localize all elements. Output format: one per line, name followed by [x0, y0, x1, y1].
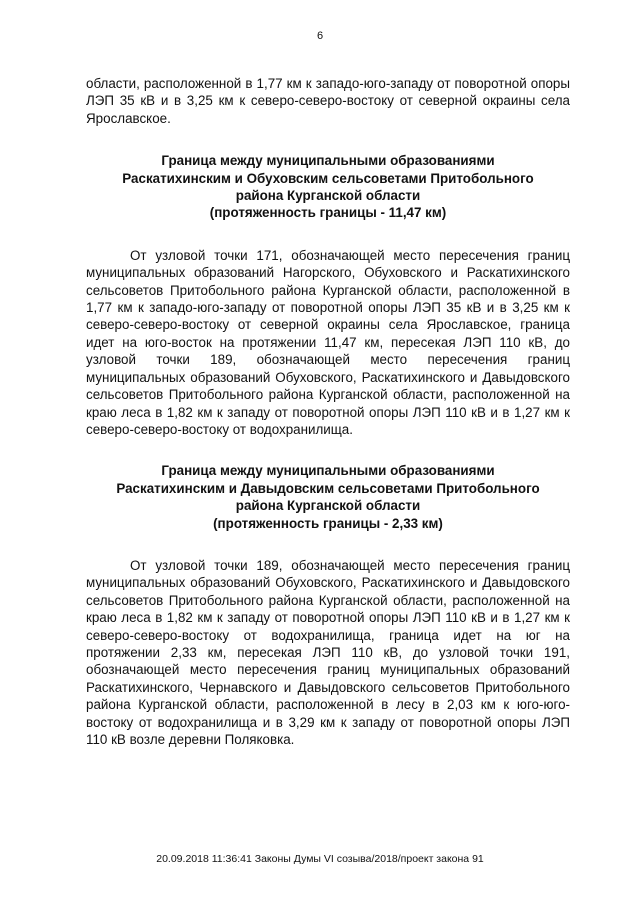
heading-line: района Курганской области [235, 188, 421, 204]
heading-line: Раскатихинским и Обуховским сельсоветами Притобольного [122, 170, 534, 186]
document-footer: 20.09.2018 11:36:41 Законы Думы VI созыва/2018/проект закона 91 [156, 853, 484, 865]
document-body [86, 75, 570, 748]
section-heading-raskatikha-davydovo [86, 462, 570, 532]
section-paragraph-raskatikha-obukhovo: От узловой точки 171, обозначающей место пересечения границ муниципальных образований Нагорского, Обуховского и Раскатихинского сельсоветов Притобольного района Курганской области, расположенной в 1,77 км к западо-юго-западу от поворотной опоры ЛЭП 35 кВ и в 3,25 км к северо-северо-востоку от северной окраины села Ярославское, граница идет на юго-восток на протяжении 11,47 км, пересекая ЛЭП 110 кВ, до узловой точки 189, обозначающей место пересечения границ муниципальных образований Обуховского, Раскатихинского и Давыдовского сельсоветов Притобольного района Курганской области, расположенной на краю леса в 1,82 км к западу от поворотной опоры ЛЭП 110 кВ и в 1,27 км к северо-северо-востоку от водохранилища. [86, 247, 570, 437]
heading-line: Граница между муниципальными образованиями [161, 153, 495, 169]
page-number: 6 [316, 30, 324, 42]
section-paragraph-raskatikha-davydovo: От узловой точки 189, обозначающей место пересечения границ муниципальных образований Обуховского, Раскатихинского и Давыдовского сельсоветов Притобольного района Курганской области, расположенной на краю леса в 1,82 км к западу от поворотной опоры ЛЭП 110 кВ и в 1,27 км к северо-северо-востоку от водохранилища, граница идет на юг на протяжении 2,33 км, пересекая ЛЭП 110 кВ, до узловой точки 191, обозначающей место пересечения границ муниципальных образований Раскатихинского, Чернавского и Давыдовского сельсоветов Притобольного района Курганской области, расположенной в лесу в 2,03 км к юго-юго-востоку от водохранилища и в 3,29 км к западу от поворотной опоры ЛЭП 110 кВ возле деревни Поляковка. [86, 557, 570, 747]
section-heading-raskatikha-obukhovo [86, 152, 570, 222]
heading-line: Граница между муниципальными образованиями [161, 463, 495, 479]
heading-line: района Курганской области [235, 498, 421, 514]
heading-line: Раскатихинским и Давыдовским сельсоветами Притобольного [116, 480, 540, 496]
intro-paragraph: области, расположенной в 1,77 км к западо-юго-западу от поворотной опоры ЛЭП 35 кВ и в 3,25 км к северо-северо-востоку от северной окраины села Ярославское. [86, 76, 570, 126]
heading-length-line: (протяженность границы - 2,33 км) [213, 515, 443, 531]
heading-length-line: (протяженность границы - 11,47 км) [209, 205, 447, 221]
